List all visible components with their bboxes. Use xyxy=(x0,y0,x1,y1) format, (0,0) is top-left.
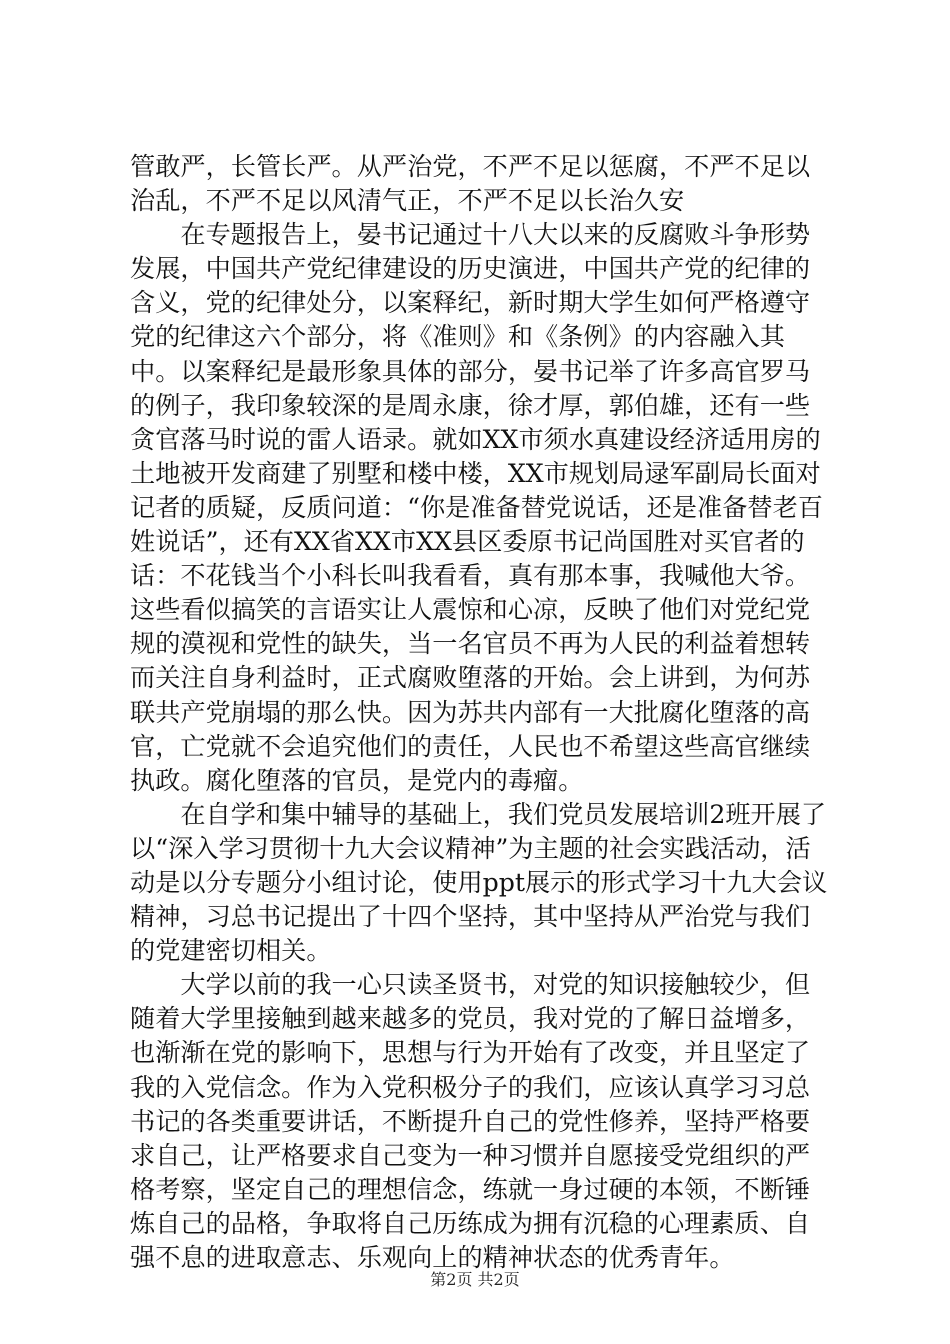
paragraph-special-report: 在专题报告上，晏书记通过十八大以来的反腐败斗争形势发展，中国共产党纪律建设的历史演进，中国共产党的纪律的含义，党的纪律处分，以案释纪，新时期大学生如何严格遵守党的纪律这六个部分，将《准则》和《条例》的内容融入其中。以案释纪是最形象具体的部分，晏书记举了许多高官罗马的例子，我印象较深的是周永康，徐才厚，郭伯雄，还有一些贪官落马时说的雷人语录。就如XX市须水真建设经济适用房的土地被开发商建了别墅和楼中楼，XX市规划局逯军副局长面对记者的质疑，反质问道：“你是准备替党说话，还是准备替老百姓说话”，还有XX省XX市XX县区委原书记尚国胜对买官者的话：不花钱当个小科长叫我看看，真有那本事，我喊他大爷。这些看似搞笑的言语实让人震惊和心凉，反映了他们对党纪党规的漠视和党性的缺失，当一名官员不再为人民的利益着想转而关注自身利益时，正式腐败堕落的开始。会上讲到，为何苏联共产党崩塌的那么快。因为苏共内部有一大批腐化堕落的高官，亡党就不会追究他们的责任，人民也不希望这些高官继续执政。腐化堕落的官员，是党内的毒瘤。 xyxy=(130,220,823,795)
paragraph-social-practice: 在自学和集中辅导的基础上，我们党员发展培训2班开展了以“深入学习贯彻十九大会议精神”为主题的社会实践活动，活动是以分专题分小组讨论，使用ppt展示的形式学习十九大会议精神，习总书记提出了十四个坚持，其中坚持从严治党与我们的党建密切相关。 xyxy=(130,799,828,966)
paragraph-continued: 管敢严，长管长严。从严治党，不严不足以惩腐，不严不足以治乱，不严不足以风清气正，不严不足以长治久安 xyxy=(130,152,811,216)
document-body xyxy=(130,150,835,1275)
page-footer: 第2页 共2页 xyxy=(430,1270,520,1289)
paragraph-personal-reflection: 大学以前的我一心只读圣贤书，对党的知识接触较少，但随着大学里接触到越来越多的党员，我对党的了解日益增多，也渐渐在党的影响下，思想与行为开始有了改变，并且坚定了我的入党信念。作为入党积极分子的我们，应该认真学习习总书记的各类重要讲话，不断提升自己的党性修养，坚持严格要求自己，让严格要求自己变为一种习惯并自愿接受党组织的严格考察，坚定自己的理想信念，练就一身过硬的本领，不断锤炼自己的品格，争取将自己历练成为拥有沉稳的心理素质、自强不息的进取意志、乐观向上的精神状态的优秀青年。 xyxy=(130,970,811,1272)
